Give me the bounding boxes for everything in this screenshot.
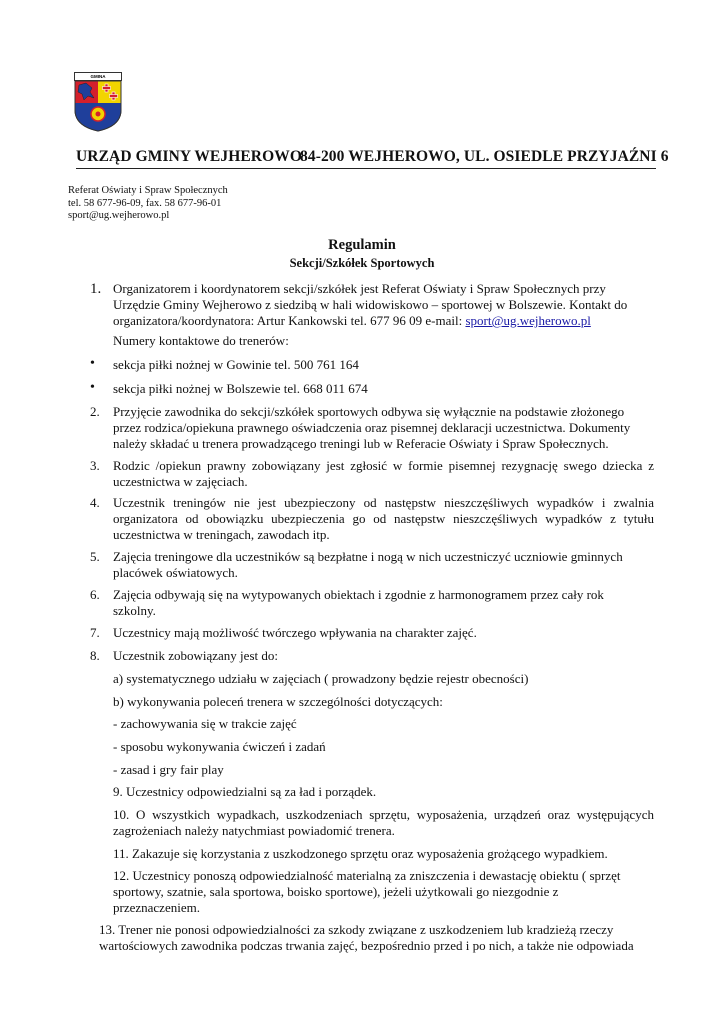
item-number: 6. [90, 587, 100, 602]
item-number: 8. [90, 648, 100, 663]
trainer-gowino: sekcja piłki nożnej w Gowinie tel. 500 761 164 [113, 357, 359, 372]
item-2: Przyjęcie zawodnika do sekcji/szkółek sportowych odbywa się wyłącznie na podstawie złożonego przez rodzica/opiekuna prawnego oświadczenia oraz pisemnej deklaracji uczestnictwa. Dokumenty należy składać u trenera prowadzącego treningi lub w Referacie Oświaty i Spraw Społecznych. [113, 404, 631, 451]
item-10: 10. O wszystkich wypadkach, uszkodzeniach sprzętu, wyposażenia, urządzeń oraz występujących zagrożeniach należy natychmiast powiadomić trenera. [113, 807, 654, 838]
item-8a: a) systematycznego udziału w zajęciach ( prowadzony będzie rejestr obecności) [113, 671, 529, 686]
item-12: 12. Uczestnicy ponoszą odpowiedzialność materialną za zniszczenia i dewastację obiektu ( sprzęt sportowy, szatnie, sala sportowa, boisko sportowe), jeżeli użytkowali go niezgodnie z przeznaczeniem. [113, 868, 621, 915]
item-number: 3. [90, 458, 100, 473]
item-8b-3: - zasad i gry fair play [113, 762, 224, 777]
item-8b-2: - sposobu wykonywania ćwiczeń i zadań [113, 739, 326, 754]
item-8b: b) wykonywania poleceń trenera w szczególności dotyczących: [113, 694, 443, 709]
item-7: Uczestnicy mają możliwość twórczego wpływania na charakter zajęć. [113, 625, 477, 640]
trainers-heading: Numery kontaktowe do trenerów: [113, 333, 289, 348]
item-number: 1. [90, 281, 102, 297]
item-number: 4. [90, 495, 100, 510]
item-8: Uczestnik zobowiązany jest do: [113, 648, 278, 663]
item-number: 2. [90, 404, 100, 419]
contact-block [68, 185, 228, 223]
item-11: 11. Zakazuje się korzystania z uszkodzonego sprzętu oraz wyposażenia grożącego wypadkiem. [113, 846, 608, 861]
crest-banner: GMINA [74, 72, 122, 81]
office-address: 84-200 WEJHEROWO, UL. OSIEDLE PRZYJAŹNI 6 [300, 148, 669, 165]
trainer-bolszewo: sekcja piłki nożnej w Bolszewie tel. 668 011 674 [113, 381, 368, 396]
item-number: 7. [90, 625, 100, 640]
item-5: Zajęcia treningowe dla uczestników są bezpłatne i nogą w nich uczestniczyć uczniowie gminnych placówek oświatowych. [113, 549, 623, 580]
item-3: Rodzic /opiekun prawny zobowiązany jest zgłosić w formie pisemnej rezygnację swego dziecka z uczestnictwa w zajęciach. [113, 458, 654, 489]
item-9: 9. Uczestnicy odpowiedzialni są za ład i porządek. [113, 784, 377, 799]
letterhead [76, 148, 669, 166]
department-name: Referat Oświaty i Spraw Społecznych [68, 185, 228, 196]
phone-fax: tel. 58 677-96-09, fax. 58 677-96-01 [68, 197, 222, 209]
office-name: URZĄD GMINY WEJHEROWO [76, 148, 303, 165]
item-1 [113, 281, 653, 329]
bullet-icon: • [90, 380, 95, 395]
item-13: 13. Trener nie ponosi odpowiedzialności za szkody związane z uszkodzeniem lub kradzieżą rzeczy wartościowych zawodnika podczas trwania zajęć, bezpośrednio przed i po nich, a także nie odpowiada [99, 922, 634, 953]
item-6: Zajęcia odbywają się na wytypowanych obiektach i zgodnie z harmonogramem przez cały rok szkolny. [113, 587, 604, 618]
item-4: Uczestnik treningów nie jest ubezpieczony od następstw nieszczęśliwych wypadków i zwalnia organizatora od obowiązku ubezpieczenia go od następstw nieszczęśliwych wypadków z tytułu uczestnictwa w treningach, zawodach itp. [113, 495, 654, 542]
email-link[interactable]: sport@ug.wejherowo.pl [465, 313, 591, 328]
header-divider [76, 168, 656, 169]
document-subtitle: Sekcji/Szkółek Sportowych [289, 256, 435, 270]
contact-email: sport@ug.wejherowo.pl [68, 210, 170, 221]
document-title: Regulamin [328, 237, 396, 253]
bullet-icon: • [90, 356, 95, 371]
item-1-text: Organizatorem i koordynatorem sekcji/szkółek jest Referat Oświaty i Spraw Społecznych przy Urzędzie Gminy Wejherowo z siedzibą w hali widowiskowo – sportowej w Bolszewie. Kontakt do organizatora/koordynatora: Artur Kankowski tel. 677 96 09 e-mail: [113, 281, 628, 328]
item-8b-1: - zachowywania się w trakcie zajęć [113, 716, 297, 731]
coat-of-arms-icon [74, 80, 122, 132]
item-number: 5. [90, 549, 100, 564]
municipality-crest [74, 72, 122, 132]
